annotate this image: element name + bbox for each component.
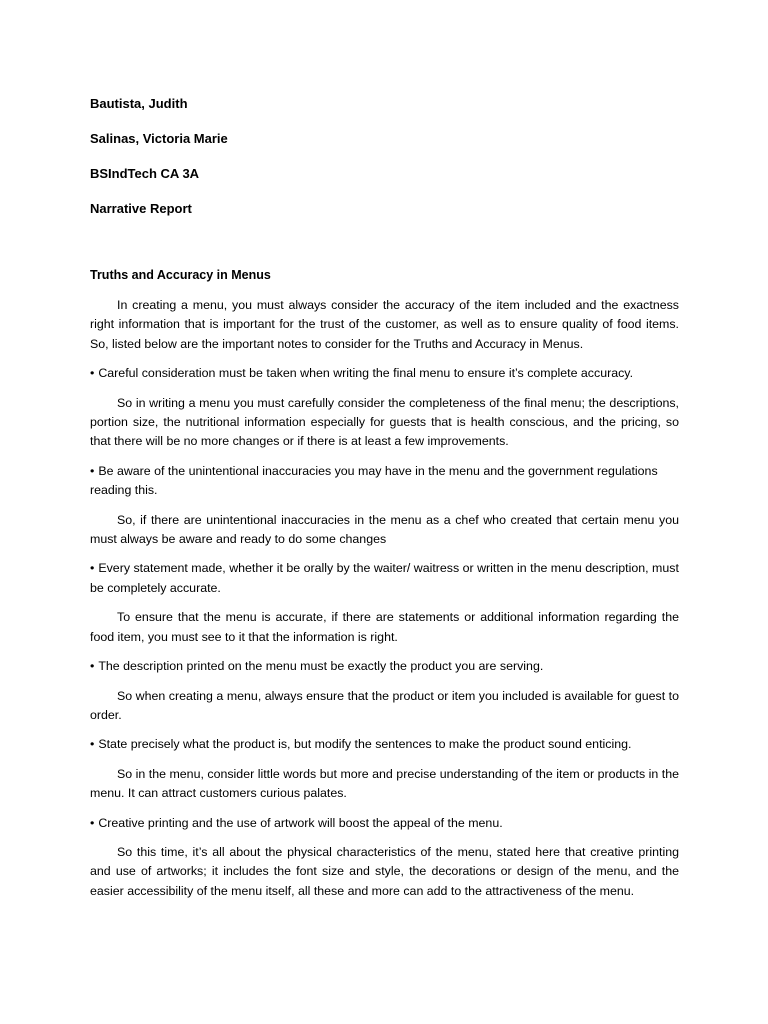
course-code: BSIndTech CA 3A — [90, 166, 200, 181]
author-name-2: Salinas, Victoria Marie — [90, 131, 228, 146]
bullet-icon: • — [90, 463, 95, 478]
bullet-icon: • — [90, 561, 95, 576]
bullet-point — [90, 814, 679, 833]
bullet-text: Every statement made, whether it be orally by the waiter/ waitress or written in the menu description, must be completely accurate. — [90, 561, 679, 595]
paragraph: So when creating a menu, always ensure that the product or item you included is available for guest to order. — [90, 688, 679, 722]
paragraph: In creating a menu, you must always consider the accuracy of the item included and the exactness right information that is important for the trust of the customer, as well as to ensure quality of food items. So, listed below are the important notes to consider for the Truths and Accuracy in Menus. — [90, 298, 679, 351]
paragraph: So, if there are unintentional inaccuracies in the menu as a chef who created that certain menu you must always be aware and ready to do some changes — [90, 512, 679, 547]
bullet-icon: • — [90, 737, 95, 752]
bullet-icon: • — [90, 659, 95, 674]
bullet-point — [90, 462, 679, 501]
report-type: Narrative Report — [90, 201, 192, 216]
paragraph: To ensure that the menu is accurate, if there are statements or additional information regarding the food item, you must see to it that the information is right. — [90, 610, 679, 644]
bullet-icon: • — [90, 815, 95, 830]
author-name-1: Bautista, Judith — [90, 96, 188, 111]
paragraph: So in the menu, consider little words but more and precise understanding of the item or products in the menu. It can attract customers curious palates. — [90, 766, 679, 801]
bullet-text: Be aware of the unintentional inaccuracies you may have in the menu and the government regulations reading this. — [90, 463, 658, 498]
bullet-text: Creative printing and the use of artwork will boost the appeal of the menu. — [98, 815, 503, 830]
bullet-point — [90, 559, 679, 598]
document-body — [90, 296, 679, 911]
bullet-text: The description printed on the menu must be exactly the product you are serving. — [98, 659, 544, 674]
bullet-text: State precisely what the product is, but modify the sentences to make the product sound enticing. — [98, 737, 632, 752]
paragraph: So in writing a menu you must carefully consider the completeness of the final menu; the descriptions, portion size, the nutritional information especially for guests that is health conscious, and the pricing, so that there will be no more changes or if there is at least a few improvements. — [90, 395, 679, 449]
bullet-point — [90, 364, 679, 383]
bullet-point — [90, 657, 679, 676]
bullet-point — [90, 735, 679, 754]
bullet-icon: • — [90, 366, 95, 381]
paragraph: So this time, it’s all about the physical characteristics of the menu, stated here that creative printing and use of artworks; it includes the font size and style, the decorations or design of the menu, and the easier accessibility of the menu itself, all these and more can add to the attractiveness of the menu. — [90, 844, 679, 898]
bullet-text: Careful consideration must be taken when writing the final menu to ensure it’s complete accuracy. — [98, 366, 634, 381]
section-title: Truths and Accuracy in Menus — [90, 268, 271, 282]
